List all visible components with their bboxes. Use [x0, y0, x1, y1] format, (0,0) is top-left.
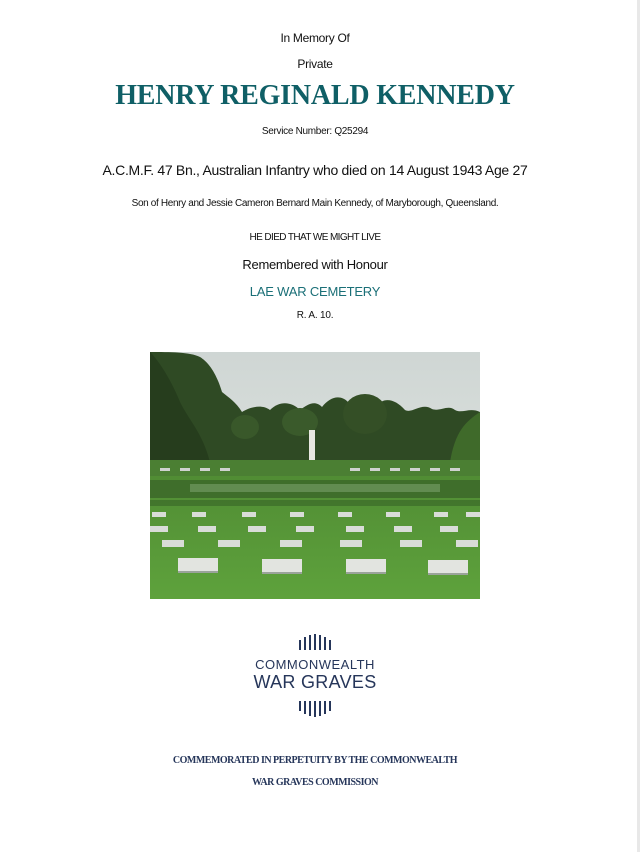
service-number: Service Number: Q25294	[261, 126, 369, 137]
cemetery-name: LAE WAR CEMETERY	[249, 284, 381, 299]
remembered-with-honour: Remembered with Honour	[242, 257, 388, 272]
rank-label: Private	[297, 57, 333, 71]
logo-bars-top-icon	[299, 634, 331, 650]
cemetery-photo	[150, 352, 480, 599]
epitaph: HE DIED THAT WE MIGHT LIVE	[249, 232, 381, 243]
cwgc-logo	[225, 630, 405, 720]
logo-war-graves: WAR GRAVES	[253, 672, 377, 692]
grave-reference: R. A. 10.	[296, 310, 334, 321]
logo-bars-bottom-icon	[299, 701, 331, 717]
in-memory-label: In Memory Of	[280, 31, 350, 45]
casualty-name: HENRY REGINALD KENNEDY	[115, 80, 515, 111]
unit-and-death-line: A.C.M.F. 47 Bn., Australian Infantry who died on 14 August 1943 Age 27	[102, 162, 528, 178]
logo-commonwealth: COMMONWEALTH	[255, 657, 375, 672]
family-details: Son of Henry and Jessie Cameron Bernard Main Kennedy, of Maryborough, Queensland.	[131, 198, 499, 209]
footer-commission: WAR GRAVES COMMISSION	[251, 777, 378, 788]
footer-commemorated: COMMEMORATED IN PERPETUITY BY THE COMMONWEALTH	[172, 755, 458, 766]
